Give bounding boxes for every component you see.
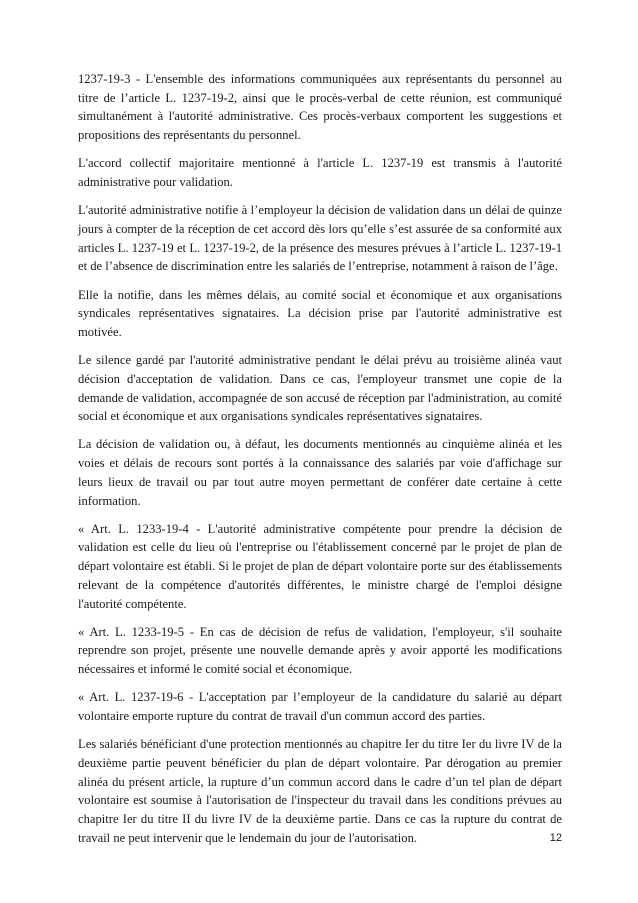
- paragraph-notification-comite: Elle la notifie, dans les mêmes délais, au comité social et économique et aux organisations syndicales représentatives signataires. La décision prise par l'autorité administrative est motivée.: [78, 287, 562, 339]
- page-number: 12: [549, 832, 562, 844]
- paragraph-art-1233-19-5: « Art. L. 1233-19-5 - En cas de décision de refus de validation, l'employeur, s'il souhaite reprendre son projet, présente une nouvelle demande après y avoir apporté les modifications nécessaires et informé le comité social et économique.: [78, 624, 562, 677]
- paragraph-art-1237-19-3: 1237-19-3 - L'ensemble des informations communiquées aux représentants du personnel au titre de l’article L. 1237-19-2, ainsi que le procès-verbal de cette réunion, est communiqué simultanément à l'autorité administrative. Ces procès-verbaux comportent les suggestions et propositions des représentants du personnel.: [78, 72, 562, 143]
- document-page: [78, 70, 562, 857]
- paragraph-notification-validation: L'autorité administrative notifie à l’employeur la décision de validation dans un délai de quinze jours à compter de la réception de cet accord dès lors qu’elle s’est assurée de sa conformité aux articles L. 1237-19 et L. 1237-19-2, de la présence des mesures prévues à l’article L. 1237-19-1 et de l’absence de discrimination entre les salariés de l’entreprise, notamment à raison de l’âge.: [78, 203, 562, 274]
- paragraph-affichage-decision: La décision de validation ou, à défaut, les documents mentionnés au cinquième alinéa et les voies et délais de recours sont portés à la connaissance des salariés par voie d'affichage sur leurs lieux de travail ou par tout autre moyen permettant de conférer date certaine à cette information.: [78, 437, 562, 508]
- paragraph-art-1233-19-4: « Art. L. 1233-19-4 - L'autorité administrative compétente pour prendre la décision de validation est celle du lieu où l'entreprise ou l'établissement concerné par le projet de plan de départ volontaire est établi. Si le projet de plan de départ volontaire porte sur des établissements relevant de la compétence d'autorités différentes, le ministre chargé de l'emploi désigne l'autorité compétente.: [78, 521, 562, 611]
- paragraph-silence-administration: Le silence gardé par l'autorité administrative pendant le délai prévu au troisième alinéa vaut décision d'acceptation de validation. Dans ce cas, l'employeur transmet une copie de la demande de validation, accompagnée de son accusé de réception par l'administration, au comité social et économique et aux organisations syndicales représentatives signataires.: [78, 353, 562, 424]
- paragraph-art-1237-19-6: « Art. L. 1237-19-6 - L'acceptation par l’employeur de la candidature du salarié au départ volontaire emporte rupture du contrat de travail d'un commun accord des parties.: [78, 690, 562, 724]
- paragraph-accord-collectif: L'accord collectif majoritaire mentionné à l'article L. 1237-19 est transmis à l'autorité administrative pour validation.: [78, 156, 562, 190]
- paragraph-salaries-proteges: Les salariés bénéficiant d'une protection mentionnés au chapitre Ier du titre Ier du livre IV de la deuxième partie peuvent bénéficier du plan de départ volontaire. Par dérogation au premier alinéa du présent article, la rupture d’un commun accord dans le cadre d’un tel plan de départ volontaire est soumise à l'autorisation de l'inspecteur du travail dans les conditions prévues au chapitre Ier du titre II du livre IV de la deuxième partie. Dans ce cas la rupture du contrat de travail ne peut intervenir que le lendemain du jour de l'autorisation.: [78, 737, 562, 845]
